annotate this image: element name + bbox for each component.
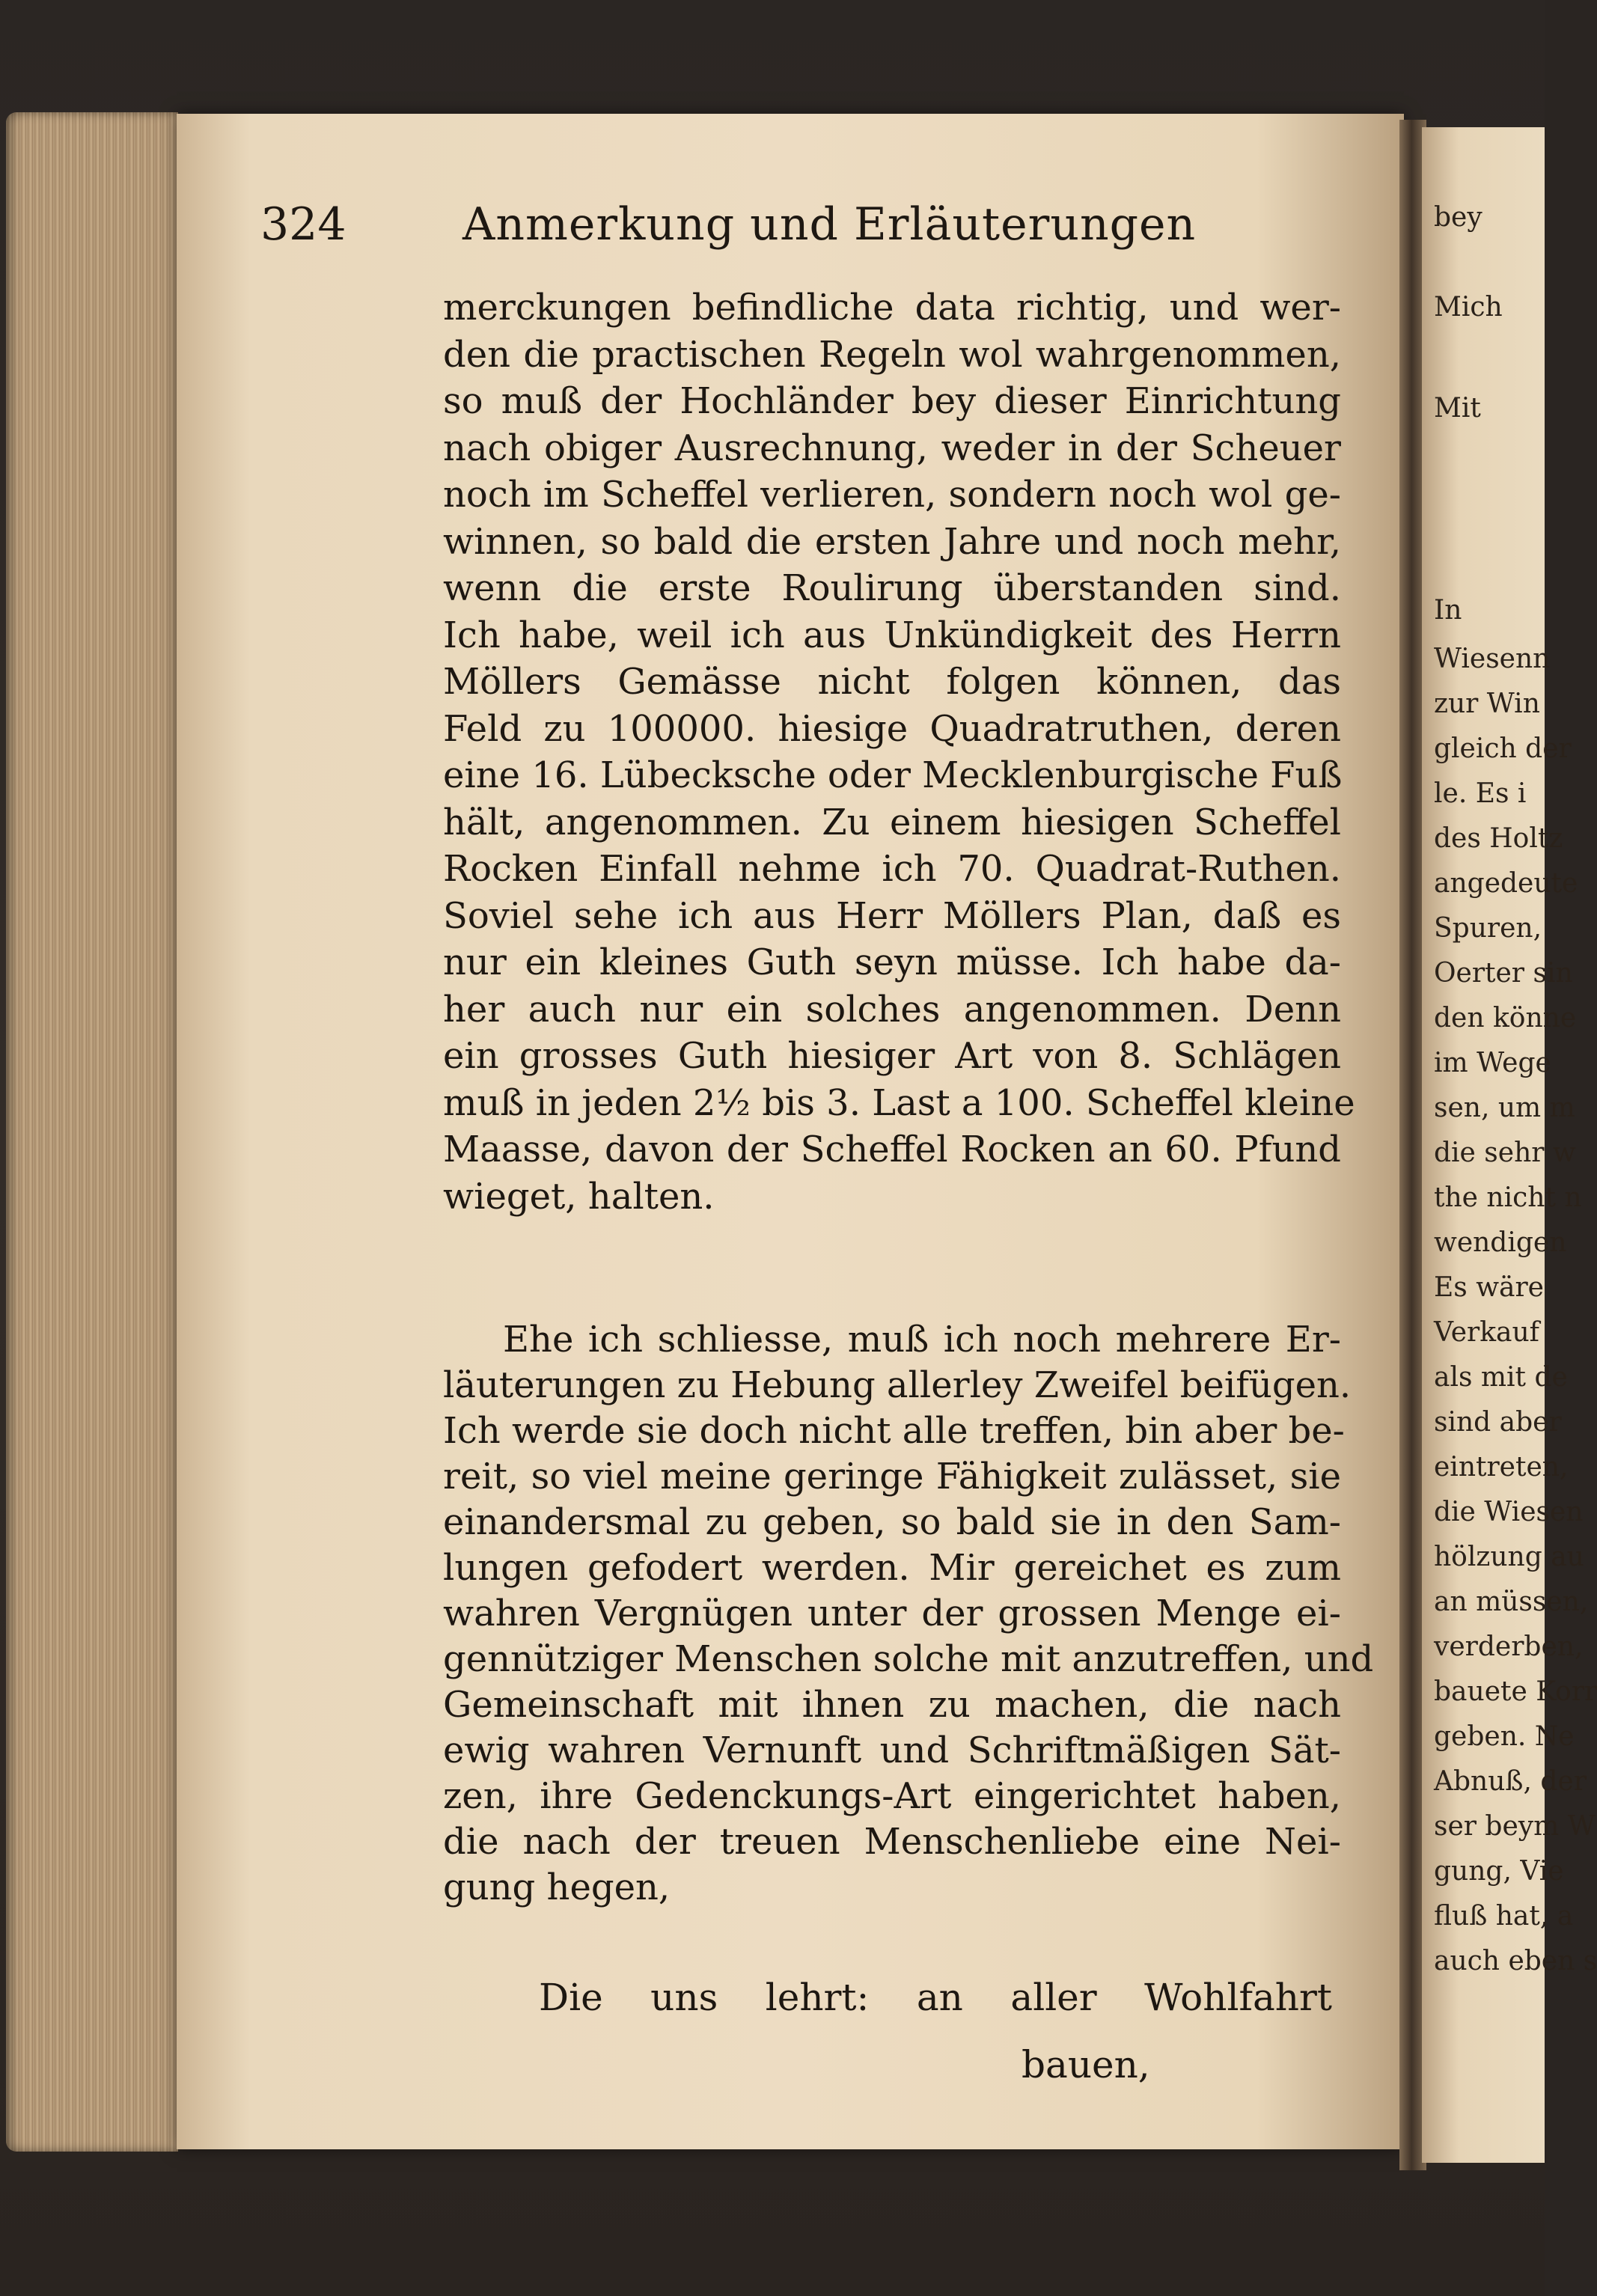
right-page-fragment: den könne [1434,1003,1577,1033]
running-head: Anmerkung und Erläuterungen [462,198,1197,251]
right-page-fragment: zur Win [1434,689,1540,719]
text-line: ein grosses Guth hiesiger Art von 8. Schlägen [443,1035,1341,1077]
text-line: wenn die erste Roulirung überstanden sind. [443,567,1341,609]
right-page-fragment: als mit de [1434,1362,1568,1393]
page-number: 324 [260,198,346,251]
right-page-fragment: Mich [1434,292,1503,323]
page-header [260,198,1331,258]
text-line: nach obiger Ausrechnung, weder in der Scheuer [443,427,1341,469]
text-line: Soviel sehe ich aus Herr Möllers Plan, daß es [443,894,1341,937]
text-line: Gemeinschaft mit ihnen zu machen, die nach [443,1684,1341,1726]
text-line: her auch nur ein solches angenommen. Denn [443,988,1341,1031]
text-line: nur ein kleines Guth seyn müsse. Ich habe da- [443,941,1341,983]
right-page-fragment: Oerter sin [1434,958,1573,989]
text-line: einandersmal zu geben, so bald sie in den Sam- [443,1501,1341,1543]
verse-line-continuation: bauen, [1022,2043,1150,2086]
right-page-fragment: verderben, [1434,1631,1584,1662]
right-page-fragment: eintreten, [1434,1452,1569,1483]
text-line: die nach der treuen Menschenliebe eine Nei- [443,1821,1341,1863]
book-page-edges [6,112,178,2152]
text-line: wieget, halten. [443,1175,715,1218]
text-line: winnen, so bald die ersten Jahre und noch mehr, [443,520,1341,563]
text-line: gennütziger Menschen solche mit anzutreffen, und [443,1638,1374,1680]
text-line: Ehe ich schliesse, muß ich noch mehrere Er- [503,1319,1341,1361]
right-page-fragment: angedeute [1434,868,1578,899]
text-line: den die practischen Regeln wol wahrgenommen, [443,333,1341,376]
right-page-fragment: Es wäre [1434,1272,1544,1303]
text-line: noch im Scheffel verlieren, sondern noch wol ge- [443,474,1341,516]
text-line: eine 16. Lübecksche oder Mecklenburgische Fuß [443,754,1343,796]
right-page-fragment: bauete Korr [1434,1676,1597,1707]
right-page-fragment: im Wege [1434,1048,1551,1078]
right-page-fragment: bey [1434,202,1483,233]
text-line: lungen gefodert werden. Mir gereichet es zum [443,1547,1341,1589]
text-line: zen, ihre Gedenckungs-Art eingerichtet haben, [443,1775,1341,1817]
text-line: Maasse, davon der Scheffel Rocken an 60. Pfund [443,1129,1341,1170]
right-page-fragment: Spuren, [1434,913,1542,944]
right-page-fragment: sen, um m [1434,1093,1575,1123]
right-page-fragment: ser beym W [1434,1811,1596,1842]
text-line: wahren Vergnügen unter der grossen Menge ei- [443,1593,1341,1634]
paragraph-2 [443,1317,1374,1911]
text-line: muß in jeden 2½ bis 3. Last a 100. Scheffel kleine [443,1081,1355,1124]
right-page-fragment: die Wiesen [1434,1497,1584,1527]
paragraph-1 [443,284,1355,1220]
text-line: Ich habe, weil ich aus Unkündigkeit des Herrn [443,614,1341,656]
right-page-fragment: Mit [1434,393,1481,424]
right-page-fragment: an müssen, [1434,1587,1589,1617]
right-page-fragment: auch eben s [1434,1946,1597,1976]
right-page [1422,127,1597,2163]
text-line: ewig wahren Vernunft und Schriftmäßigen Sät- [443,1729,1341,1771]
right-page-fragment: fluß hat, a [1434,1901,1574,1932]
text-line: Möllers Gemässe nicht folgen können, das [443,661,1341,703]
right-page-fragment: die sehr w [1434,1138,1576,1168]
right-page-fragment: hölzung au [1434,1542,1584,1572]
right-page-fragment: the nicht n [1434,1182,1582,1213]
right-page-fragment: Wiesenn [1434,644,1551,674]
verse-line: Die uns lehrt: an aller Wohlfahrt [539,1976,1332,2019]
text-line: reit, so viel meine geringe Fähigkeit zulässet, sie [443,1456,1341,1497]
text-line: gung hegen, [443,1866,671,1908]
text-line: Ich werde sie doch nicht alle treffen, bin aber be- [443,1410,1345,1452]
text-line: Rocken Einfall nehme ich 70. Quadrat-Ruthen. [443,848,1341,890]
right-page-fragment: geben. Ne [1434,1721,1575,1752]
text-line: Feld zu 100000. hiesige Quadratruthen, deren [443,707,1341,750]
right-page-fragment: des Holtz [1434,823,1563,854]
text-line: hält, angenommen. Zu einem hiesigen Scheffel [443,801,1341,843]
text-line: merckungen befindliche data richtig, und wer- [443,287,1341,329]
right-page-fragment: Abnuß, der [1434,1766,1587,1797]
right-page-fragment: wendigen [1434,1227,1567,1258]
text-line: läuterungen zu Hebung allerley Zweifel beifügen. [443,1364,1352,1406]
right-page-fragment: gung, Vie [1434,1856,1564,1887]
right-page-fragment: sind aber [1434,1407,1562,1438]
right-page-fragment: Verkauf [1434,1317,1539,1348]
right-page-fragment: gleich der [1434,733,1572,764]
text-line: so muß der Hochländer bey dieser Einrichtung [443,380,1341,422]
right-page-fragment: In [1434,595,1462,626]
right-page-fragment: le. Es i [1434,778,1527,809]
